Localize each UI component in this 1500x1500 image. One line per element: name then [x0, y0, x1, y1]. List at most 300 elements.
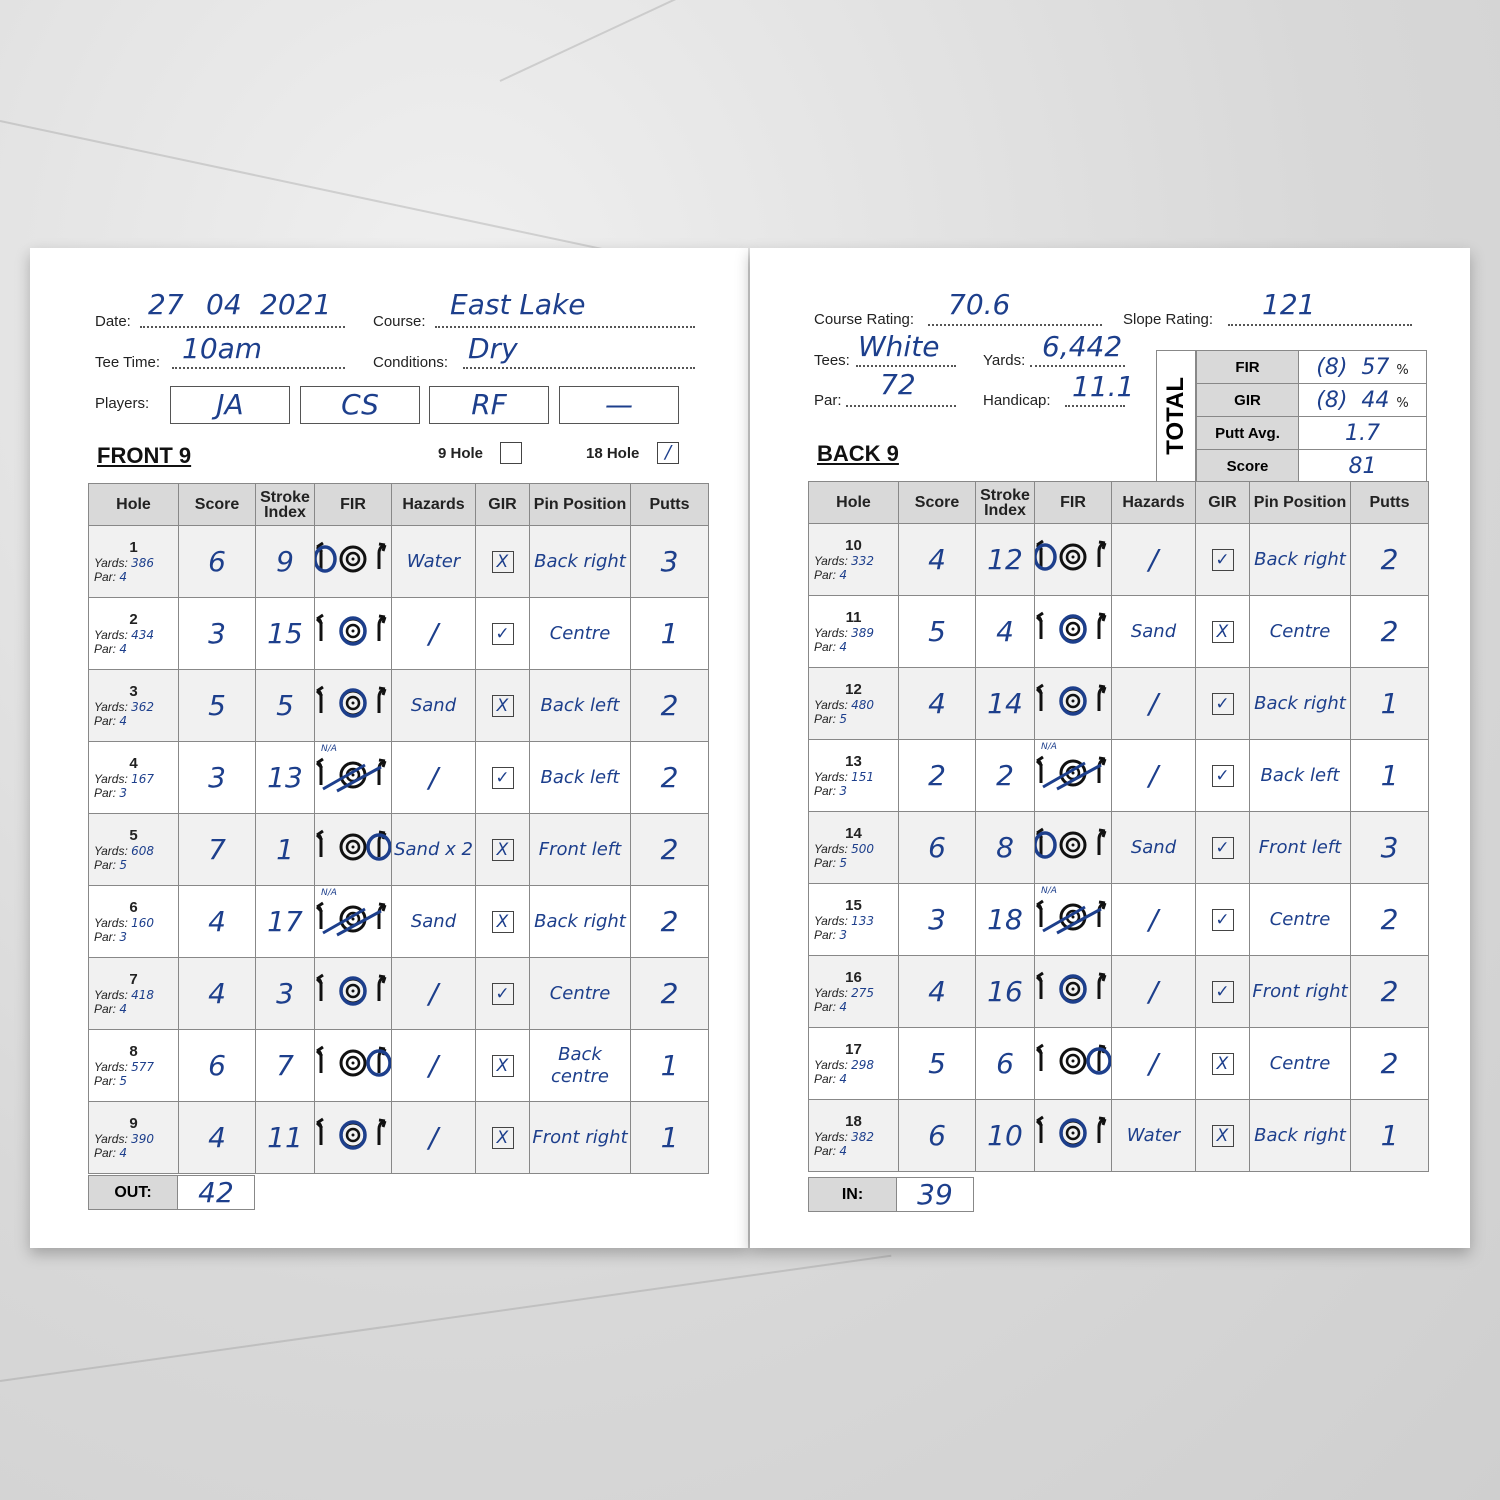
gir-cell[interactable]	[1196, 596, 1250, 668]
stroke-index-cell[interactable]: 17	[256, 886, 315, 958]
hazards-cell[interactable]: Sand x 2	[392, 814, 476, 886]
fir-centre-icon	[1035, 1142, 1111, 1159]
putts-cell[interactable]: 2	[631, 814, 709, 886]
fir-cell[interactable]	[1035, 596, 1112, 668]
player-box-2[interactable]: CS	[300, 386, 420, 424]
course-rating-value[interactable]: 70.6	[948, 288, 1011, 321]
stroke-index-cell[interactable]: 3	[256, 958, 315, 1030]
column-header: Stroke Index	[256, 484, 315, 526]
putts-cell[interactable]: 2	[1351, 596, 1429, 668]
score-cell[interactable]: 5	[899, 1028, 976, 1100]
hole-row	[89, 598, 709, 670]
gir-cell[interactable]	[1196, 1028, 1250, 1100]
pin-position-cell[interactable]: Back right	[1250, 1100, 1351, 1172]
tee-time-value[interactable]: 10am	[182, 332, 263, 365]
hole-yards: 390	[131, 1132, 155, 1146]
tees-value[interactable]: White	[858, 330, 940, 363]
stroke-index-cell[interactable]: 18	[976, 884, 1035, 956]
fir-cell[interactable]	[1035, 812, 1112, 884]
putts-cell[interactable]: 1	[1351, 740, 1429, 812]
fir-na-icon	[1035, 926, 1111, 943]
stroke-index-cell[interactable]: 1	[256, 814, 315, 886]
stroke-index-cell[interactable]: 8	[976, 812, 1035, 884]
gir-total[interactable]: (8) 44 %	[1299, 384, 1427, 417]
fir-cell[interactable]	[1035, 884, 1112, 956]
stroke-index-cell[interactable]: 15	[256, 598, 315, 670]
course-label: Course:	[373, 313, 426, 330]
putts-cell[interactable]: 2	[631, 742, 709, 814]
date-day[interactable]: 27	[148, 288, 184, 321]
column-header: Score	[179, 484, 256, 526]
putts-cell[interactable]: 2	[631, 886, 709, 958]
column-header: GIR	[476, 484, 530, 526]
hole-info: 13 Yards: 151 Par: 3	[809, 740, 899, 812]
score-cell[interactable]: 5	[899, 596, 976, 668]
score-cell[interactable]: 6	[899, 1100, 976, 1172]
column-header: Pin Position	[530, 484, 631, 526]
out-total[interactable]: 42	[177, 1175, 255, 1210]
hazards-cell[interactable]: /	[392, 598, 476, 670]
fir-na-icon	[315, 784, 391, 801]
hole-par: 4	[119, 570, 127, 584]
front-nine-table	[88, 483, 709, 1174]
gir-cell[interactable]	[1196, 668, 1250, 740]
gir-checkbox: X	[492, 839, 514, 861]
hole-yards: 480	[851, 698, 875, 712]
pin-position-cell[interactable]: Front left	[1250, 812, 1351, 884]
hole-row	[89, 742, 709, 814]
nine-hole-label: 9 Hole	[438, 445, 484, 462]
gir-checkbox: X	[1212, 1053, 1234, 1075]
pin-position-cell[interactable]: Back right	[530, 886, 631, 958]
hazards-cell[interactable]: /	[1112, 524, 1196, 596]
stroke-index-cell[interactable]: 12	[976, 524, 1035, 596]
putts-cell[interactable]: 1	[631, 1102, 709, 1174]
fir-right-icon	[315, 856, 391, 873]
column-header: Hazards	[1112, 482, 1196, 524]
fir-na-icon	[315, 928, 391, 945]
hole-info: 7 Yards: 418 Par: 4	[89, 958, 179, 1030]
hole-yards: 167	[131, 772, 155, 786]
fir-cell[interactable]	[315, 958, 392, 1030]
putts-cell[interactable]: 2	[1351, 524, 1429, 596]
hole-yards: 298	[851, 1058, 875, 1072]
marble-vein	[500, 0, 954, 82]
score-cell[interactable]: 4	[899, 524, 976, 596]
hole-yards: 160	[131, 916, 155, 930]
pin-position-cell[interactable]: Front right	[530, 1102, 631, 1174]
gir-checkbox: X	[1212, 621, 1234, 643]
pin-position-cell[interactable]: Back left	[530, 670, 631, 742]
score-cell[interactable]: 7	[179, 814, 256, 886]
hole-number: 18	[845, 1113, 862, 1130]
out-label: OUT:	[88, 1175, 178, 1210]
score-cell[interactable]: 4	[899, 668, 976, 740]
hole-yards: 577	[131, 1060, 155, 1074]
hole-info: 9 Yards: 390 Par: 4	[89, 1102, 179, 1174]
hole-row	[89, 1102, 709, 1174]
hole-info: 11 Yards: 389 Par: 4	[809, 596, 899, 668]
hole-row	[809, 596, 1429, 668]
hole-par: 4	[839, 640, 847, 654]
na-note: N/A	[321, 888, 337, 898]
hole-number: 13	[845, 753, 862, 770]
putts-cell[interactable]: 1	[631, 1030, 709, 1102]
pin-position-cell[interactable]: Back right	[530, 526, 631, 598]
hole-row	[89, 526, 709, 598]
score-cell[interactable]: 4	[179, 958, 256, 1030]
hole-info: 6 Yards: 160 Par: 3	[89, 886, 179, 958]
column-header: Pin Position	[1250, 482, 1351, 524]
hole-yards: 382	[851, 1130, 875, 1144]
hole-par: 3	[839, 784, 847, 798]
gir-cell[interactable]	[1196, 956, 1250, 1028]
hole-number: 5	[129, 827, 138, 844]
conditions-label: Conditions:	[373, 354, 449, 371]
fir-cell[interactable]	[315, 526, 392, 598]
pin-position-cell[interactable]: Back left	[530, 742, 631, 814]
hazards-cell[interactable]: /	[1112, 884, 1196, 956]
gir-cell[interactable]	[1196, 812, 1250, 884]
hole-info: 1 Yards: 386 Par: 4	[89, 526, 179, 598]
yards-label: Yards:	[983, 352, 1026, 369]
fir-left-icon	[1035, 854, 1111, 871]
gir-checkbox: ✓	[492, 623, 514, 645]
gir-cell[interactable]	[1196, 884, 1250, 956]
gir-checkbox: X	[1212, 1125, 1234, 1147]
tee-time-label: Tee Time:	[95, 354, 161, 371]
gir-cell[interactable]	[476, 742, 530, 814]
fir-total[interactable]: (8) 57 %	[1299, 351, 1427, 384]
pin-position-cell[interactable]: Centre	[530, 958, 631, 1030]
fir-cell[interactable]	[1035, 1100, 1112, 1172]
fir-cell[interactable]	[1035, 956, 1112, 1028]
fir-cell[interactable]	[315, 886, 392, 958]
hole-yards: 133	[851, 914, 875, 928]
hazards-cell[interactable]: /	[392, 1030, 476, 1102]
hazards-cell[interactable]: /	[392, 742, 476, 814]
putts-cell[interactable]: 2	[1351, 956, 1429, 1028]
putts-cell[interactable]: 2	[1351, 1028, 1429, 1100]
hole-yards: 362	[131, 700, 155, 714]
hazards-cell[interactable]: Sand	[392, 670, 476, 742]
fir-cell[interactable]	[315, 1102, 392, 1174]
gir-checkbox: X	[492, 551, 514, 573]
hole-info: 2 Yards: 434 Par: 4	[89, 598, 179, 670]
fir-cell[interactable]	[1035, 740, 1112, 812]
fir-centre-icon	[1035, 710, 1111, 727]
in-label: IN:	[808, 1177, 897, 1212]
hole-par: 5	[839, 712, 847, 726]
fir-left-icon	[315, 568, 391, 585]
handicap-value[interactable]: 11.1	[1072, 370, 1135, 403]
hole-par: 4	[119, 642, 127, 656]
putt-avg-label: Putt Avg.	[1197, 417, 1299, 450]
hole-row	[809, 812, 1429, 884]
pin-position-cell[interactable]: Front right	[1250, 956, 1351, 1028]
hole-number: 14	[845, 825, 862, 842]
fir-centre-icon	[315, 712, 391, 729]
gir-cell[interactable]	[476, 1102, 530, 1174]
gir-cell[interactable]	[1196, 740, 1250, 812]
hazards-cell[interactable]: /	[1112, 956, 1196, 1028]
fir-centre-icon	[315, 1000, 391, 1017]
stroke-index-cell[interactable]: 14	[976, 668, 1035, 740]
pin-position-cell[interactable]: Back right	[1250, 524, 1351, 596]
slope-rating-value[interactable]: 121	[1262, 288, 1316, 321]
pin-position-cell[interactable]: Back right	[1250, 668, 1351, 740]
back-nine-table	[808, 481, 1429, 1172]
column-header: Stroke Index	[976, 482, 1035, 524]
score-total-label: Score	[1197, 450, 1299, 483]
fir-right-icon	[1035, 1070, 1111, 1087]
hole-row	[809, 740, 1429, 812]
hole-number: 10	[845, 537, 862, 554]
hole-number: 4	[129, 755, 138, 772]
hole-number: 8	[129, 1043, 138, 1060]
hole-row	[809, 668, 1429, 740]
hole-yards: 151	[851, 770, 875, 784]
hazards-cell[interactable]: /	[1112, 740, 1196, 812]
hole-number: 11	[845, 609, 862, 626]
score-cell[interactable]: 4	[179, 1102, 256, 1174]
column-header: Score	[899, 482, 976, 524]
pin-position-cell[interactable]: Centre	[1250, 1028, 1351, 1100]
hazards-cell[interactable]: Water	[1112, 1100, 1196, 1172]
score-cell[interactable]: 3	[179, 598, 256, 670]
player-box-4[interactable]: —	[559, 386, 679, 424]
fir-centre-icon	[1035, 998, 1111, 1015]
gir-checkbox: X	[492, 1127, 514, 1149]
column-header: GIR	[1196, 482, 1250, 524]
hole-number: 16	[845, 969, 862, 986]
gir-checkbox: ✓	[1212, 909, 1234, 931]
hole-number: 6	[129, 899, 138, 916]
conditions-value[interactable]: Dry	[468, 332, 518, 365]
score-cell[interactable]: 6	[179, 1030, 256, 1102]
player-box-3[interactable]: RF	[429, 386, 549, 424]
hole-yards: 386	[131, 556, 155, 570]
pin-position-cell[interactable]: Front left	[530, 814, 631, 886]
stroke-index-cell[interactable]: 10	[976, 1100, 1035, 1172]
gir-cell[interactable]	[1196, 524, 1250, 596]
score-cell[interactable]: 6	[899, 812, 976, 884]
hole-par: 4	[119, 714, 127, 728]
hole-info: 12 Yards: 480 Par: 5	[809, 668, 899, 740]
column-header: Putts	[631, 484, 709, 526]
stroke-index-cell[interactable]: 2	[976, 740, 1035, 812]
hazards-cell[interactable]: Sand	[1112, 812, 1196, 884]
hole-par: 4	[119, 1002, 127, 1016]
score-cell[interactable]: 4	[179, 886, 256, 958]
hole-par: 5	[839, 856, 847, 870]
gir-checkbox: ✓	[1212, 837, 1234, 859]
hole-row	[89, 1030, 709, 1102]
gir-cell[interactable]	[476, 886, 530, 958]
hole-par: 4	[839, 1144, 847, 1158]
score-cell[interactable]: 4	[899, 956, 976, 1028]
hole-par: 3	[119, 786, 127, 800]
score-cell[interactable]: 5	[179, 670, 256, 742]
fir-centre-icon	[315, 640, 391, 657]
putts-cell[interactable]: 2	[631, 958, 709, 1030]
putts-cell[interactable]: 2	[631, 670, 709, 742]
hole-row	[809, 1100, 1429, 1172]
stroke-index-cell[interactable]: 9	[256, 526, 315, 598]
putts-cell[interactable]: 3	[631, 526, 709, 598]
eighteen-hole-label: 18 Hole	[586, 445, 640, 462]
hole-info: 3 Yards: 362 Par: 4	[89, 670, 179, 742]
column-header: Putts	[1351, 482, 1429, 524]
hole-yards: 500	[851, 842, 875, 856]
stroke-index-cell[interactable]: 6	[976, 1028, 1035, 1100]
hole-number: 12	[845, 681, 862, 698]
score-total-value[interactable]: 81	[1299, 450, 1427, 483]
hole-yards: 389	[851, 626, 875, 640]
hazards-cell[interactable]: Sand	[392, 886, 476, 958]
stroke-index-cell[interactable]: 4	[976, 596, 1035, 668]
fir-cell[interactable]	[315, 1030, 392, 1102]
hazards-cell[interactable]: /	[1112, 1028, 1196, 1100]
hole-info: 14 Yards: 500 Par: 5	[809, 812, 899, 884]
gir-checkbox: X	[492, 1055, 514, 1077]
hole-yards: 418	[131, 988, 155, 1002]
pin-position-cell[interactable]: Back centre	[530, 1030, 631, 1102]
score-cell[interactable]: 3	[899, 884, 976, 956]
in-total[interactable]: 39	[896, 1177, 974, 1212]
hole-yards: 332	[851, 554, 875, 568]
score-cell[interactable]: 2	[899, 740, 976, 812]
stroke-index-cell[interactable]: 7	[256, 1030, 315, 1102]
hazards-cell[interactable]: /	[392, 958, 476, 1030]
par-value[interactable]: 72	[880, 368, 916, 401]
fir-cell[interactable]	[1035, 1028, 1112, 1100]
gir-checkbox: ✓	[1212, 765, 1234, 787]
pin-position-cell[interactable]: Centre	[1250, 596, 1351, 668]
gir-checkbox: X	[492, 911, 514, 933]
fir-cell[interactable]	[315, 814, 392, 886]
hole-info: 16 Yards: 275 Par: 4	[809, 956, 899, 1028]
score-cell[interactable]: 3	[179, 742, 256, 814]
hole-row	[809, 524, 1429, 596]
hole-row	[809, 956, 1429, 1028]
putts-cell[interactable]: 2	[1351, 884, 1429, 956]
hole-number: 15	[845, 897, 862, 914]
gir-cell[interactable]	[476, 526, 530, 598]
back-nine-page	[750, 248, 1470, 1248]
putt-avg-value[interactable]: 1.7	[1299, 417, 1427, 450]
hole-info: 4 Yards: 167 Par: 3	[89, 742, 179, 814]
course-value[interactable]: East Lake	[450, 288, 586, 321]
slope-rating-label: Slope Rating:	[1123, 311, 1214, 328]
hole-par: 3	[119, 930, 127, 944]
marble-vein	[0, 1255, 891, 1382]
hole-info: 15 Yards: 133 Par: 3	[809, 884, 899, 956]
hole-yards: 434	[131, 628, 155, 642]
hole-number: 17	[845, 1041, 862, 1058]
gir-checkbox: X	[492, 695, 514, 717]
column-header: Hole	[89, 484, 179, 526]
stroke-index-cell[interactable]: 5	[256, 670, 315, 742]
gir-checkbox: ✓	[1212, 693, 1234, 715]
handicap-label: Handicap:	[983, 392, 1051, 409]
hazards-cell[interactable]: Water	[392, 526, 476, 598]
hazards-cell[interactable]: Sand	[1112, 596, 1196, 668]
na-note: N/A	[1041, 886, 1057, 896]
hole-par: 4	[839, 1072, 847, 1086]
gir-cell[interactable]	[476, 670, 530, 742]
hole-row	[89, 886, 709, 958]
gir-cell[interactable]	[476, 958, 530, 1030]
hazards-cell[interactable]: /	[1112, 668, 1196, 740]
putts-cell[interactable]: 3	[1351, 812, 1429, 884]
hole-yards: 275	[851, 986, 875, 1000]
fir-cell[interactable]	[315, 742, 392, 814]
gir-checkbox: ✓	[1212, 549, 1234, 571]
column-header: Hole	[809, 482, 899, 524]
fir-na-icon	[1035, 782, 1111, 799]
hole-number: 9	[129, 1115, 138, 1132]
pin-position-cell[interactable]: Centre	[530, 598, 631, 670]
hole-row	[89, 958, 709, 1030]
marble-vein	[0, 120, 685, 267]
eighteen-hole-checkbox[interactable]: /	[657, 442, 679, 464]
column-header: FIR	[315, 484, 392, 526]
gir-cell[interactable]	[1196, 1100, 1250, 1172]
score-cell[interactable]: 6	[179, 526, 256, 598]
fir-cell[interactable]	[1035, 524, 1112, 596]
pin-position-cell[interactable]: Centre	[1250, 884, 1351, 956]
date-month[interactable]: 04	[206, 288, 242, 321]
players-label: Players:	[95, 395, 150, 412]
gir-cell[interactable]	[476, 598, 530, 670]
hole-info: 18 Yards: 382 Par: 4	[809, 1100, 899, 1172]
front-nine-title: FRONT 9	[97, 443, 192, 468]
gir-cell[interactable]	[476, 1030, 530, 1102]
fir-cell[interactable]	[315, 598, 392, 670]
date-year[interactable]: 2021	[260, 288, 332, 321]
stroke-index-cell[interactable]: 13	[256, 742, 315, 814]
hole-info: 8 Yards: 577 Par: 5	[89, 1030, 179, 1102]
putts-cell[interactable]: 1	[631, 598, 709, 670]
hole-number: 7	[129, 971, 138, 988]
totals-table	[1196, 350, 1427, 483]
putts-cell[interactable]: 1	[1351, 1100, 1429, 1172]
fir-cell[interactable]	[1035, 668, 1112, 740]
fir-total-label: FIR	[1197, 351, 1299, 384]
hole-par: 4	[839, 1000, 847, 1014]
fir-cell[interactable]	[315, 670, 392, 742]
pin-position-cell[interactable]: Back left	[1250, 740, 1351, 812]
gir-total-label: GIR	[1197, 384, 1299, 417]
na-note: N/A	[321, 744, 337, 754]
gir-cell[interactable]	[476, 814, 530, 886]
gir-checkbox: ✓	[492, 767, 514, 789]
hole-par: 4	[119, 1146, 127, 1160]
stroke-index-cell[interactable]: 11	[256, 1102, 315, 1174]
player-box-1[interactable]: JA	[170, 386, 290, 424]
date-label: Date:	[95, 313, 131, 330]
nine-hole-checkbox[interactable]	[500, 442, 522, 464]
stroke-index-cell[interactable]: 16	[976, 956, 1035, 1028]
hazards-cell[interactable]: /	[392, 1102, 476, 1174]
hole-row	[809, 884, 1429, 956]
yards-value[interactable]: 6,442	[1042, 330, 1123, 363]
fir-centre-icon	[315, 1144, 391, 1161]
na-note: N/A	[1041, 742, 1057, 752]
par-label: Par:	[814, 392, 842, 409]
putts-cell[interactable]: 1	[1351, 668, 1429, 740]
